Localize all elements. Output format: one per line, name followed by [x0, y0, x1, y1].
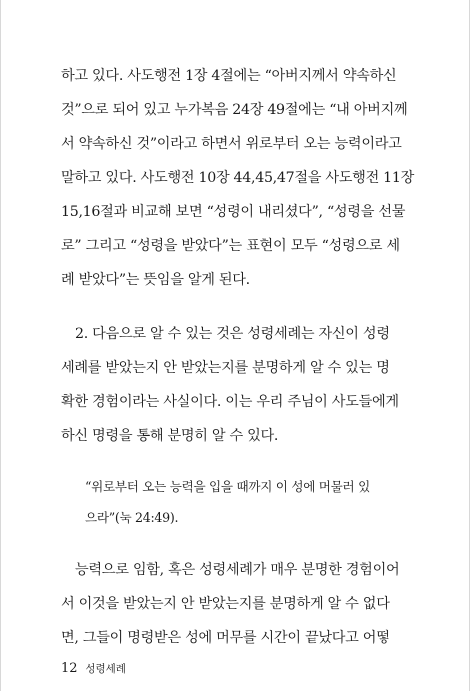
quote-line: 으라”(눅 24:49).	[85, 510, 179, 525]
page-footer	[61, 660, 126, 677]
body-text-line: 15,16절과 비교해 보면 “성령이 내리셨다”, “성령을 선물	[61, 204, 406, 220]
body-text-line: 하고 있다. 사도행전 1장 4절에는 “아버지께서 약속하신	[61, 68, 397, 84]
body-text-line: 2. 다음으로 알 수 있는 것은 성령세례는 자신이 성령	[75, 326, 390, 342]
body-text-line: 세례를 받았는지 안 받았는지를 분명하게 알 수 있는 명	[61, 360, 390, 376]
quote-line: “위로부터 오는 능력을 입을 때까지 이 성에 머물러 있	[85, 479, 370, 494]
body-text-line: 서 이것을 받았는지 안 받았는지를 분명하게 알 수 없다	[61, 596, 390, 612]
body-text-line: 하신 명령을 통해 분명히 알 수 있다.	[61, 428, 279, 444]
body-text-line: 능력으로 임함, 혹은 성령세례가 매우 분명한 경험이어	[75, 562, 400, 578]
body-text-line: 면, 그들이 명령받은 성에 머무를 시간이 끝났다고 어떻	[61, 630, 390, 646]
body-text-line: 확한 경험이라는 사실이다. 이는 우리 주님이 사도들에게	[61, 394, 399, 410]
book-title: 성령세례	[85, 663, 126, 675]
body-text-line: 로” 그리고 “성령을 받았다”는 표현이 모두 “성령으로 세	[61, 238, 400, 254]
body-text-line: 례 받았다”는 뜻임을 알게 된다.	[61, 272, 250, 288]
page-number: 12	[61, 661, 78, 676]
body-text-line: 말하고 있다. 사도행전 10장 44,45,47절을 사도행전 11장	[61, 170, 415, 186]
body-text-line: 서 약속하신 것”이라고 하면서 위로부터 오는 능력이라고	[61, 136, 402, 152]
body-text-line: 것”으로 되어 있고 누가복음 24장 49절에는 “내 아버지께	[61, 102, 408, 118]
